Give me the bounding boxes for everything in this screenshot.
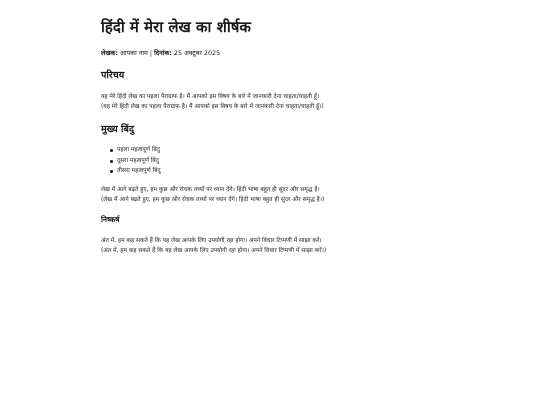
points-line-1: लेख में आगे बढ़ते हुए, हम कुछ और रोचक तथ्यों पर ध्यान देंगे। हिंदी भाषा बहुत ही सुंदर और समृद्ध है। [101, 187, 320, 193]
list-item: दूसरा महत्वपूर्ण बिंदु [101, 156, 161, 167]
intro-heading: परिचय [101, 70, 125, 81]
conclusion-paragraph [101, 236, 326, 256]
intro-paragraph [101, 92, 324, 112]
conclusion-line-1: अंत में, हम कह सकते हैं कि यह लेख आपके लिए उपयोगी रहा होगा। अपने विचार टिप्पणी में साझा करें। [101, 238, 322, 244]
points-list [101, 145, 161, 177]
conclusion-line-2: (अंत में, हम कह सकते हैं कि यह लेख आपके लिए उपयोगी रहा होगा। अपने विचार टिप्पणी में साझा करें।) [101, 248, 327, 254]
intro-line-1: यह मेरे हिंदी लेख का पहला पैराग्राफ है। मैं आपको इस विषय के बारे में जानकारी देना चाहता/चाहती हूँ। [101, 94, 320, 100]
list-item: तीसरा महत्वपूर्ण बिंदु [101, 166, 161, 177]
article-title: हिंदी में मेरा लेख का शीर्षक [101, 18, 251, 36]
intro-line-2: (यह मेरे हिंदी लेख का पहला पैराग्राफ है। मैं आपको इस विषय के बारे में जानकारी देना चाहता/चाहती हूँ।) [101, 104, 324, 110]
points-paragraph [101, 185, 324, 205]
conclusion-heading: निष्कर्ष [101, 215, 120, 224]
meta-separator: | [149, 49, 153, 57]
date-value: 25 अक्टूबर 2025 [173, 49, 221, 57]
bullet-icon [110, 170, 113, 173]
bullet-icon [110, 160, 113, 163]
points-line-2: (लेख में आगे बढ़ते हुए, हम कुछ और रोचक तथ्यों पर ध्यान देंगे। हिंदी भाषा बहुत ही सुंदर और समृद्ध है।) [101, 197, 325, 203]
list-item: पहला महत्वपूर्ण बिंदु [101, 145, 161, 156]
author-value: आपका नाम [120, 49, 148, 57]
author-label: लेखक: [101, 49, 119, 57]
bullet-icon [110, 149, 113, 152]
points-heading: मुख्य बिंदु [101, 124, 134, 135]
article-meta [101, 48, 220, 57]
date-label: दिनांक: [154, 49, 172, 57]
